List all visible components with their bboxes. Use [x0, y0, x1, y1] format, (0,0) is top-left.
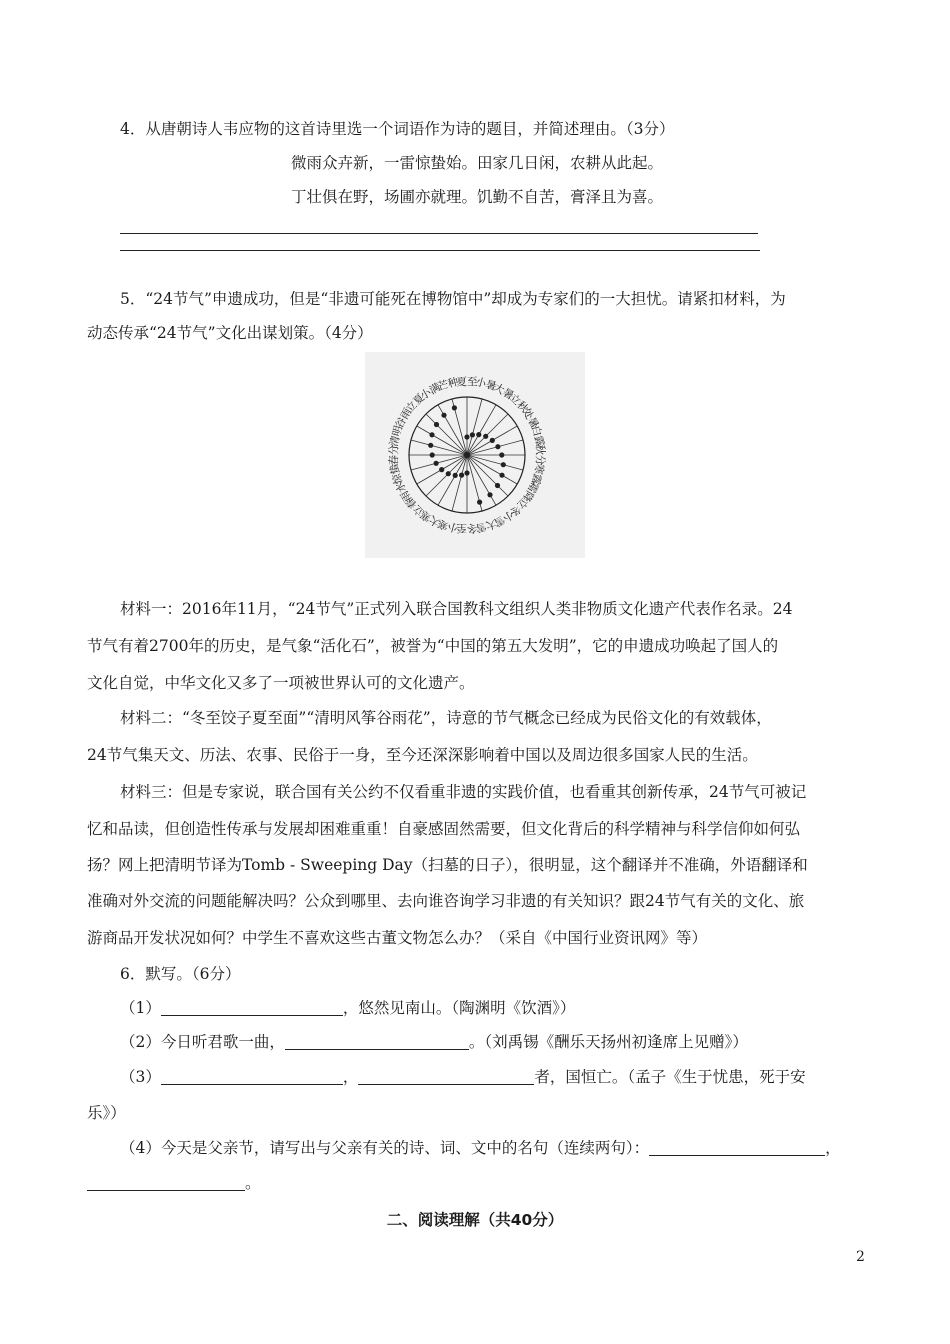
wheel-dot	[470, 432, 475, 437]
wheel-dot	[428, 443, 433, 448]
wheel-dot	[441, 413, 446, 418]
wheel-dot	[429, 432, 434, 437]
wheel-dot	[495, 483, 500, 488]
q6-item-3	[120, 1065, 806, 1087]
q6-item-3-comma: ，	[342, 1068, 359, 1086]
solar-term-label: 雨水	[393, 479, 415, 504]
solar-term-label: 立夏	[403, 391, 428, 416]
page-number: 2	[856, 1249, 865, 1265]
q6-item-4-blank-2[interactable]	[87, 1174, 245, 1191]
wheel-dot	[446, 471, 451, 476]
q4-poem-line-2: 丁壮俱在野，场圃亦就理。饥勤不自苦，膏泽且为喜。	[291, 188, 664, 206]
wheel-dot	[490, 438, 495, 443]
q6-item-4-end: 。	[245, 1174, 261, 1192]
q6-item-3-tail: 者，国恒亡。（孟子《生于忧患，死于安	[534, 1068, 806, 1086]
material-2-line-1: 材料二：“冬至饺子夏至面”“清明风筝谷雨花”，诗意的节气概念已经成为民俗文化的有效载体，	[120, 709, 772, 727]
wheel-dot	[499, 473, 504, 478]
material-3-line-2: 忆和品读，但创造性传承与发展却困难重重！自豪感固然需要，但文化背后的科学精神与科学信仰如何弘	[87, 820, 801, 838]
wheel-dot	[483, 434, 488, 439]
solar-term-label: 谷雨	[393, 406, 415, 431]
solar-term-label: 春分	[388, 444, 400, 466]
solar-term-label: 白露	[529, 424, 547, 448]
wheel-dot	[477, 500, 482, 505]
wheel-dot	[452, 405, 457, 410]
wheel-dot	[499, 452, 504, 457]
solar-term-label: 清明	[387, 424, 405, 448]
material-2-line-2: 24节气集天文、历法、农事、民俗于一身，至今还深深影响着中国以及周边很多国家人民的生活。	[87, 746, 758, 764]
wheel-dot	[434, 461, 439, 466]
q6-item-1-blank[interactable]	[161, 999, 343, 1016]
wheel-dot	[453, 473, 458, 478]
wheel-dot	[476, 432, 481, 437]
solar-term-label: 冬至	[456, 522, 478, 534]
solar-term-label: 立秋	[506, 391, 531, 416]
q6-item-3-blank-2[interactable]	[358, 1068, 534, 1085]
material-3-line-4: 准确对外交流的问题能解决吗？公众到哪里、去向谁咨询学习非遗的有关知识？跟24节气有关的文化、旅	[87, 892, 805, 910]
q6-item-2-tail: 。（刘禹锡《酬乐天扬州初逢席上见赠》）	[468, 1033, 748, 1051]
q5-prompt-line-2: 动态传承“24节气”文化出谋划策。（4分）	[87, 324, 373, 342]
solar-term-label: 大雪	[474, 517, 498, 535]
q4-prompt: 4．从唐朝诗人韦应物的这首诗里选一个词语作为诗的题目，并简述理由。（3分）	[120, 120, 675, 138]
q6-item-1-number: （1）	[120, 999, 161, 1017]
solar-term-label: 小雪	[491, 507, 516, 529]
material-1-line-1: 材料一：2016年11月，“24节气”正式列入联合国教科文组织人类非物质文化遗产代表作名录。24	[120, 600, 793, 618]
solar-term-label: 霜降	[519, 479, 541, 504]
q6-item-3-number: （3）	[120, 1068, 161, 1086]
wheel-dot	[464, 434, 469, 439]
wheel-dot	[495, 444, 500, 449]
q4-answer-line-1[interactable]	[120, 233, 758, 234]
material-1-line-2: 节气有着2700年的历史，是气象“活化石”，被誉为“中国的第五大发明”，它的申遗成功唤起了国人的	[87, 637, 779, 655]
wheel-dot	[501, 462, 506, 467]
solar-term-label: 夏至	[456, 376, 478, 388]
material-3-line-5: 游商品开发状况如何？中学生不喜欢这些古董文物怎么办？（采自《中国行业资讯网》等）	[87, 929, 708, 947]
solar-term-label: 芒种	[436, 375, 460, 393]
solar-term-label: 小满	[418, 381, 443, 403]
solar-term-label: 小寒	[436, 517, 460, 535]
q5-prompt-line-1: 5．“24节气”申遗成功，但是“非遗可能死在博物馆中”却成为专家们的一大担忧。请紧扣材料，为	[120, 290, 786, 308]
solar-terms-diagram	[365, 352, 585, 558]
q6-item-3-continuation: 乐》）	[87, 1104, 126, 1122]
solar-term-label: 大暑	[491, 381, 516, 403]
q6-item-4	[120, 1136, 841, 1158]
q6-item-2-blank[interactable]	[285, 1033, 469, 1050]
q6-item-1-tail: ，悠然见南山。（陶渊明《饮酒》）	[342, 999, 576, 1017]
material-3-line-3: 扬？网上把清明节译为Tomb - Sweeping Day（扫墓的日子），很明显，这个翻译并不准确，外语翻译和	[87, 856, 808, 874]
material-3-line-1: 材料三：但是专家说，联合国有关公约不仅看重非遗的实践价值，也看重其创新传承，24节气可被记	[120, 783, 807, 801]
q6-item-4-line-2	[87, 1171, 261, 1193]
wheel-dot	[439, 467, 444, 472]
q6-item-1	[120, 996, 575, 1018]
q6-item-2-head: （2）今日听君歌一曲，	[120, 1033, 285, 1051]
wheel-dot	[459, 473, 464, 478]
solar-term-label: 寒露	[529, 462, 547, 486]
wheel-dot	[434, 422, 439, 427]
material-1-line-3: 文化自觉，中华文化又多了一项被世界认可的文化遗产。	[87, 674, 475, 692]
section-2-title: 二、阅读理解（共40分）	[386, 1211, 564, 1229]
q6-item-2	[120, 1030, 748, 1052]
solar-terms-wheel-graphic	[365, 352, 585, 558]
solar-term-label: 立春	[403, 494, 428, 519]
q6-title: 6．默写。（6分）	[120, 965, 241, 983]
wheel-dot	[487, 492, 492, 497]
wheel-dot	[464, 470, 469, 475]
solar-term-label: 小暑	[474, 375, 498, 393]
q6-item-3-blank-1[interactable]	[161, 1068, 343, 1085]
q6-item-4-head: （4）今天是父亲节，请写出与父亲有关的诗、词、文中的名句（连续两句）：	[120, 1139, 650, 1157]
q4-answer-line-2[interactable]	[120, 250, 760, 251]
q6-item-4-comma: ，	[825, 1139, 841, 1157]
q4-poem-line-1: 微雨众卉新，一雷惊蛰始。田家几日闲，农耕从此起。	[291, 154, 664, 172]
solar-term-label: 惊蛰	[387, 462, 405, 486]
wheel-dot	[430, 452, 435, 457]
solar-term-label: 秋分	[534, 444, 546, 466]
solar-term-label: 处暑	[519, 406, 541, 431]
solar-term-label: 立冬	[506, 494, 531, 519]
q6-item-4-blank-1[interactable]	[649, 1139, 825, 1156]
solar-term-label: 大寒	[418, 507, 443, 529]
